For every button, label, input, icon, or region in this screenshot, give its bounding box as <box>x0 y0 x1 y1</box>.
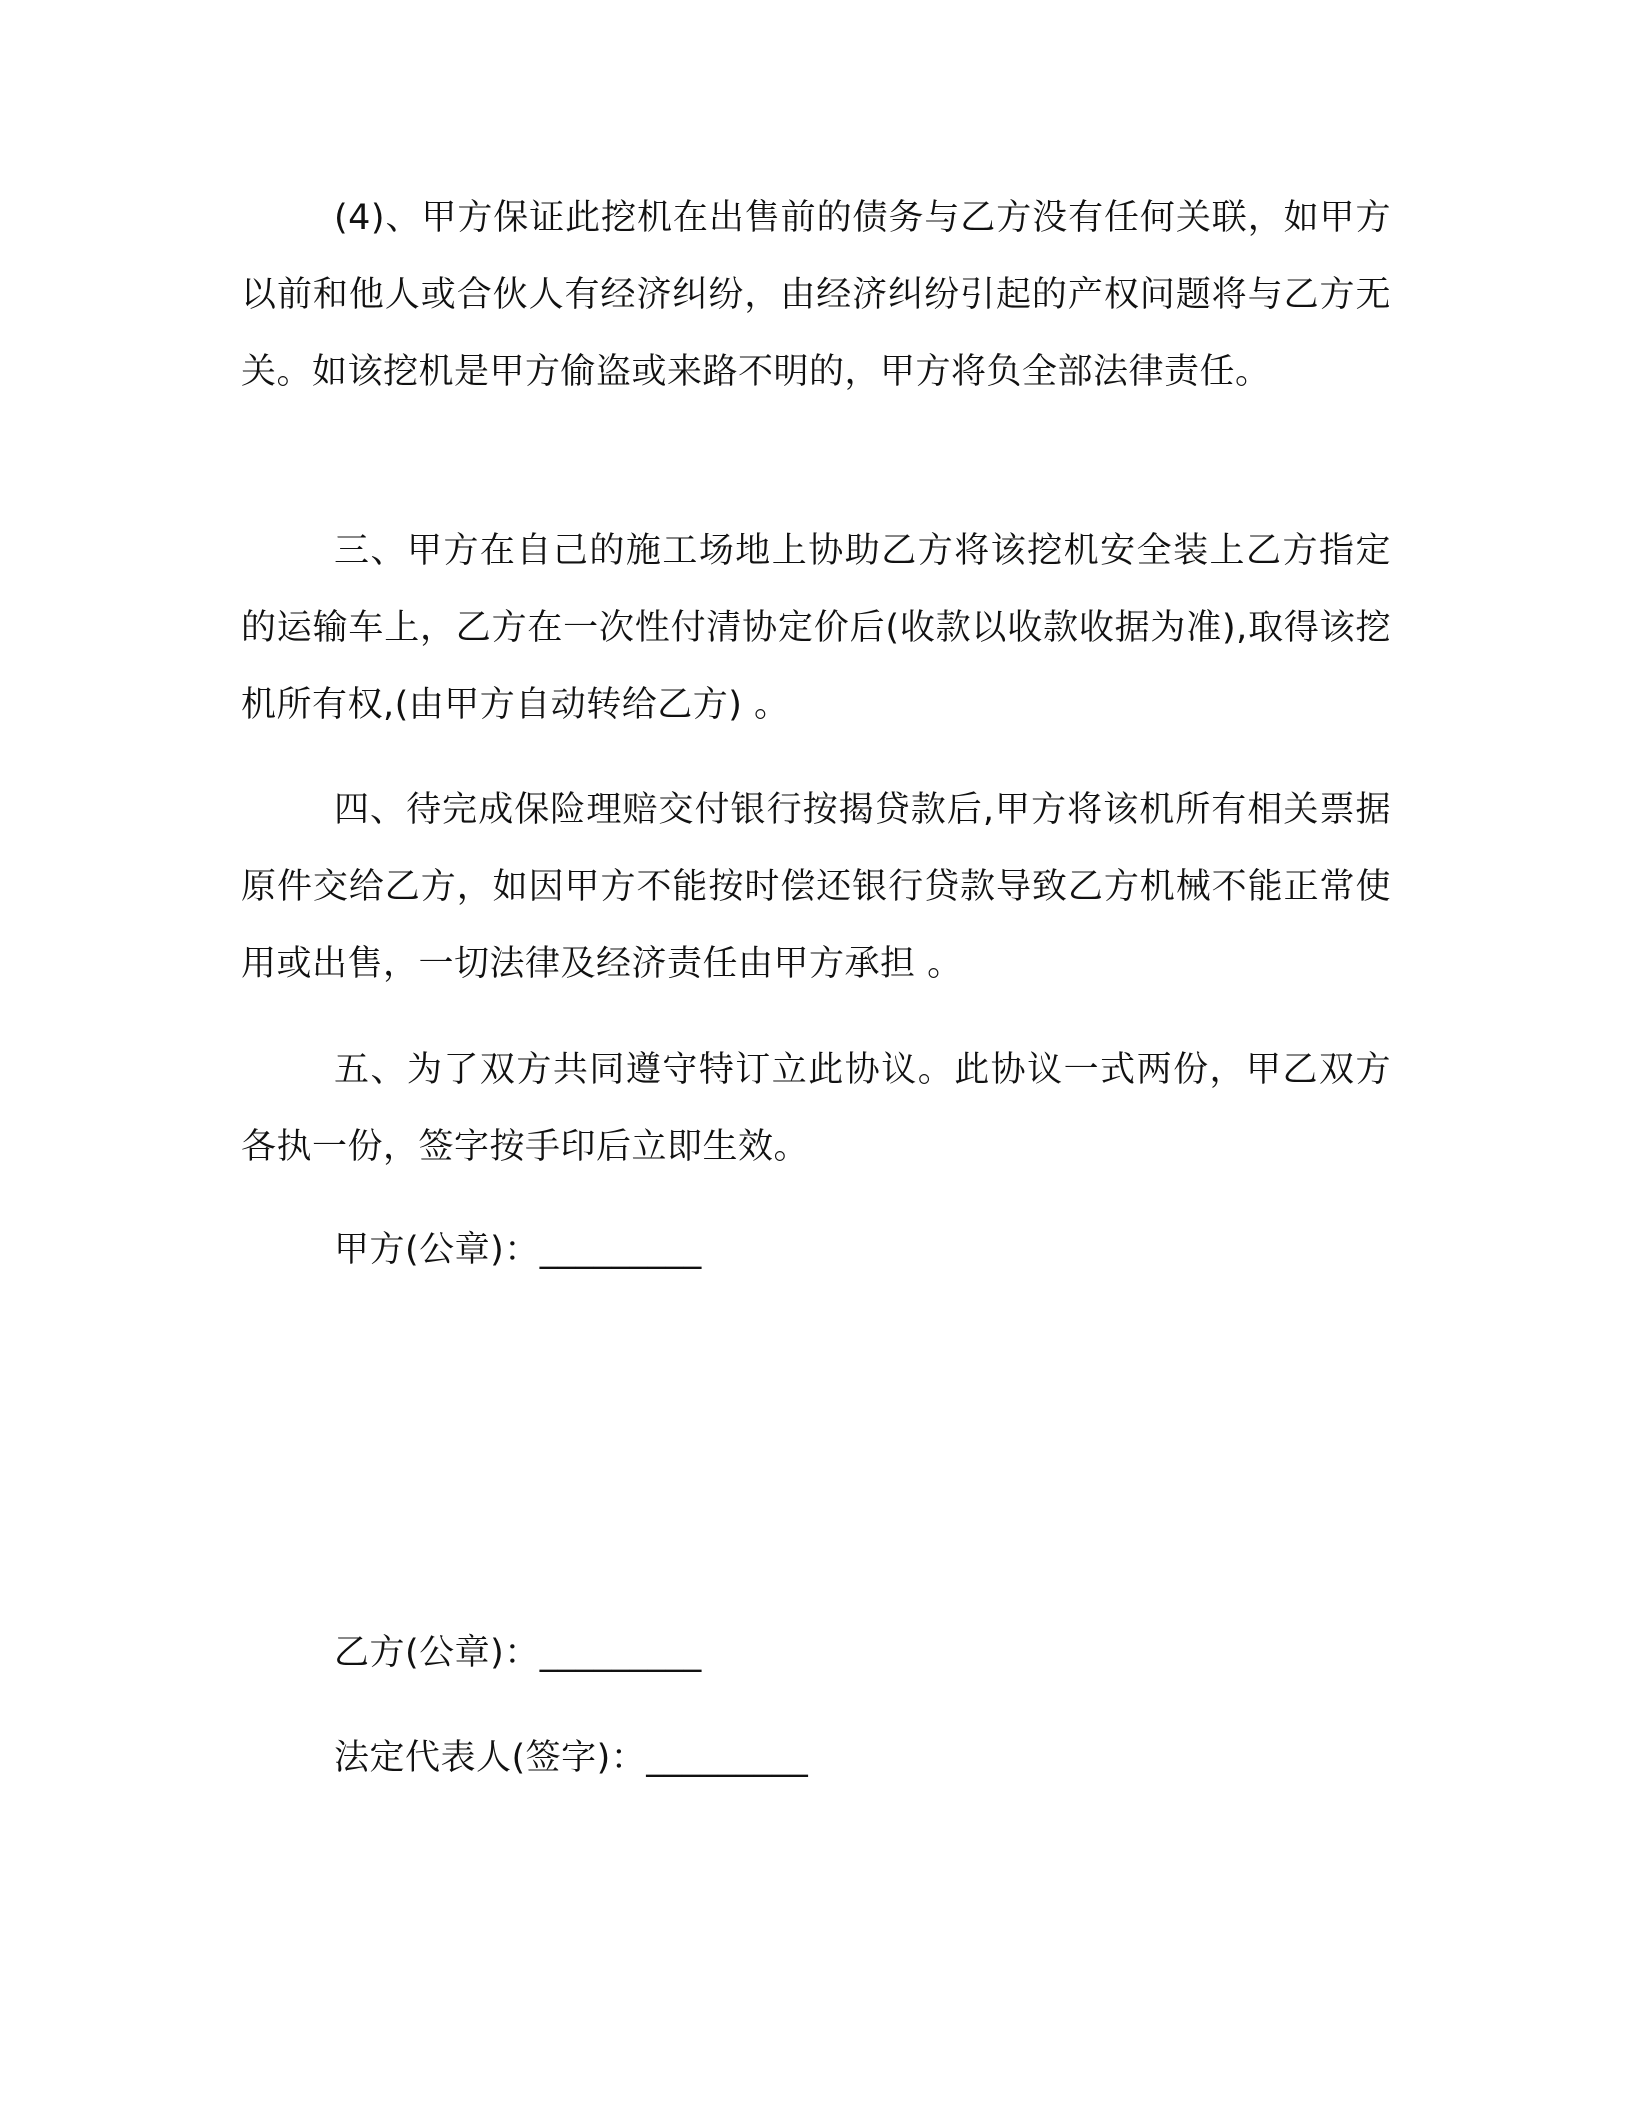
party-a-signature-line: 甲方(公章)：_________ <box>334 1230 702 1270</box>
clause-4-paragraph: (4)、甲方保证此挖机在出售前的债务与乙方没有任何关联，如甲方以前和他人或合伙人有经济纠纷，由经济纠纷引起的产权问题将与乙方无关。如该挖机是甲方偷盗或来路不明的，甲方将负全部法律责任。 <box>241 198 1391 392</box>
section-3-paragraph: 三、甲方在自己的施工场地上协助乙方将该挖机安全装上乙方指定的运输车上，乙方在一次性付清协定价后(收款以收款收据为准),取得该挖机所有权,(由甲方自动转给乙方) 。 <box>241 531 1391 725</box>
legal-representative-signature-line: 法定代表人(签字)：_________ <box>334 1738 809 1778</box>
section-5-paragraph: 五、为了双方共同遵守特订立此协议。此协议一式两份，甲乙双方各执一份，签字按手印后立即生效。 <box>241 1050 1391 1167</box>
section-4-paragraph: 四、待完成保险理赔交付银行按揭贷款后,甲方将该机所有相关票据原件交给乙方，如因甲方不能按时偿还银行贷款导致乙方机械不能正常使用或出售，一切法律及经济责任由甲方承担 。 <box>241 790 1391 984</box>
party-b-signature-line: 乙方(公章)：_________ <box>334 1633 702 1673</box>
